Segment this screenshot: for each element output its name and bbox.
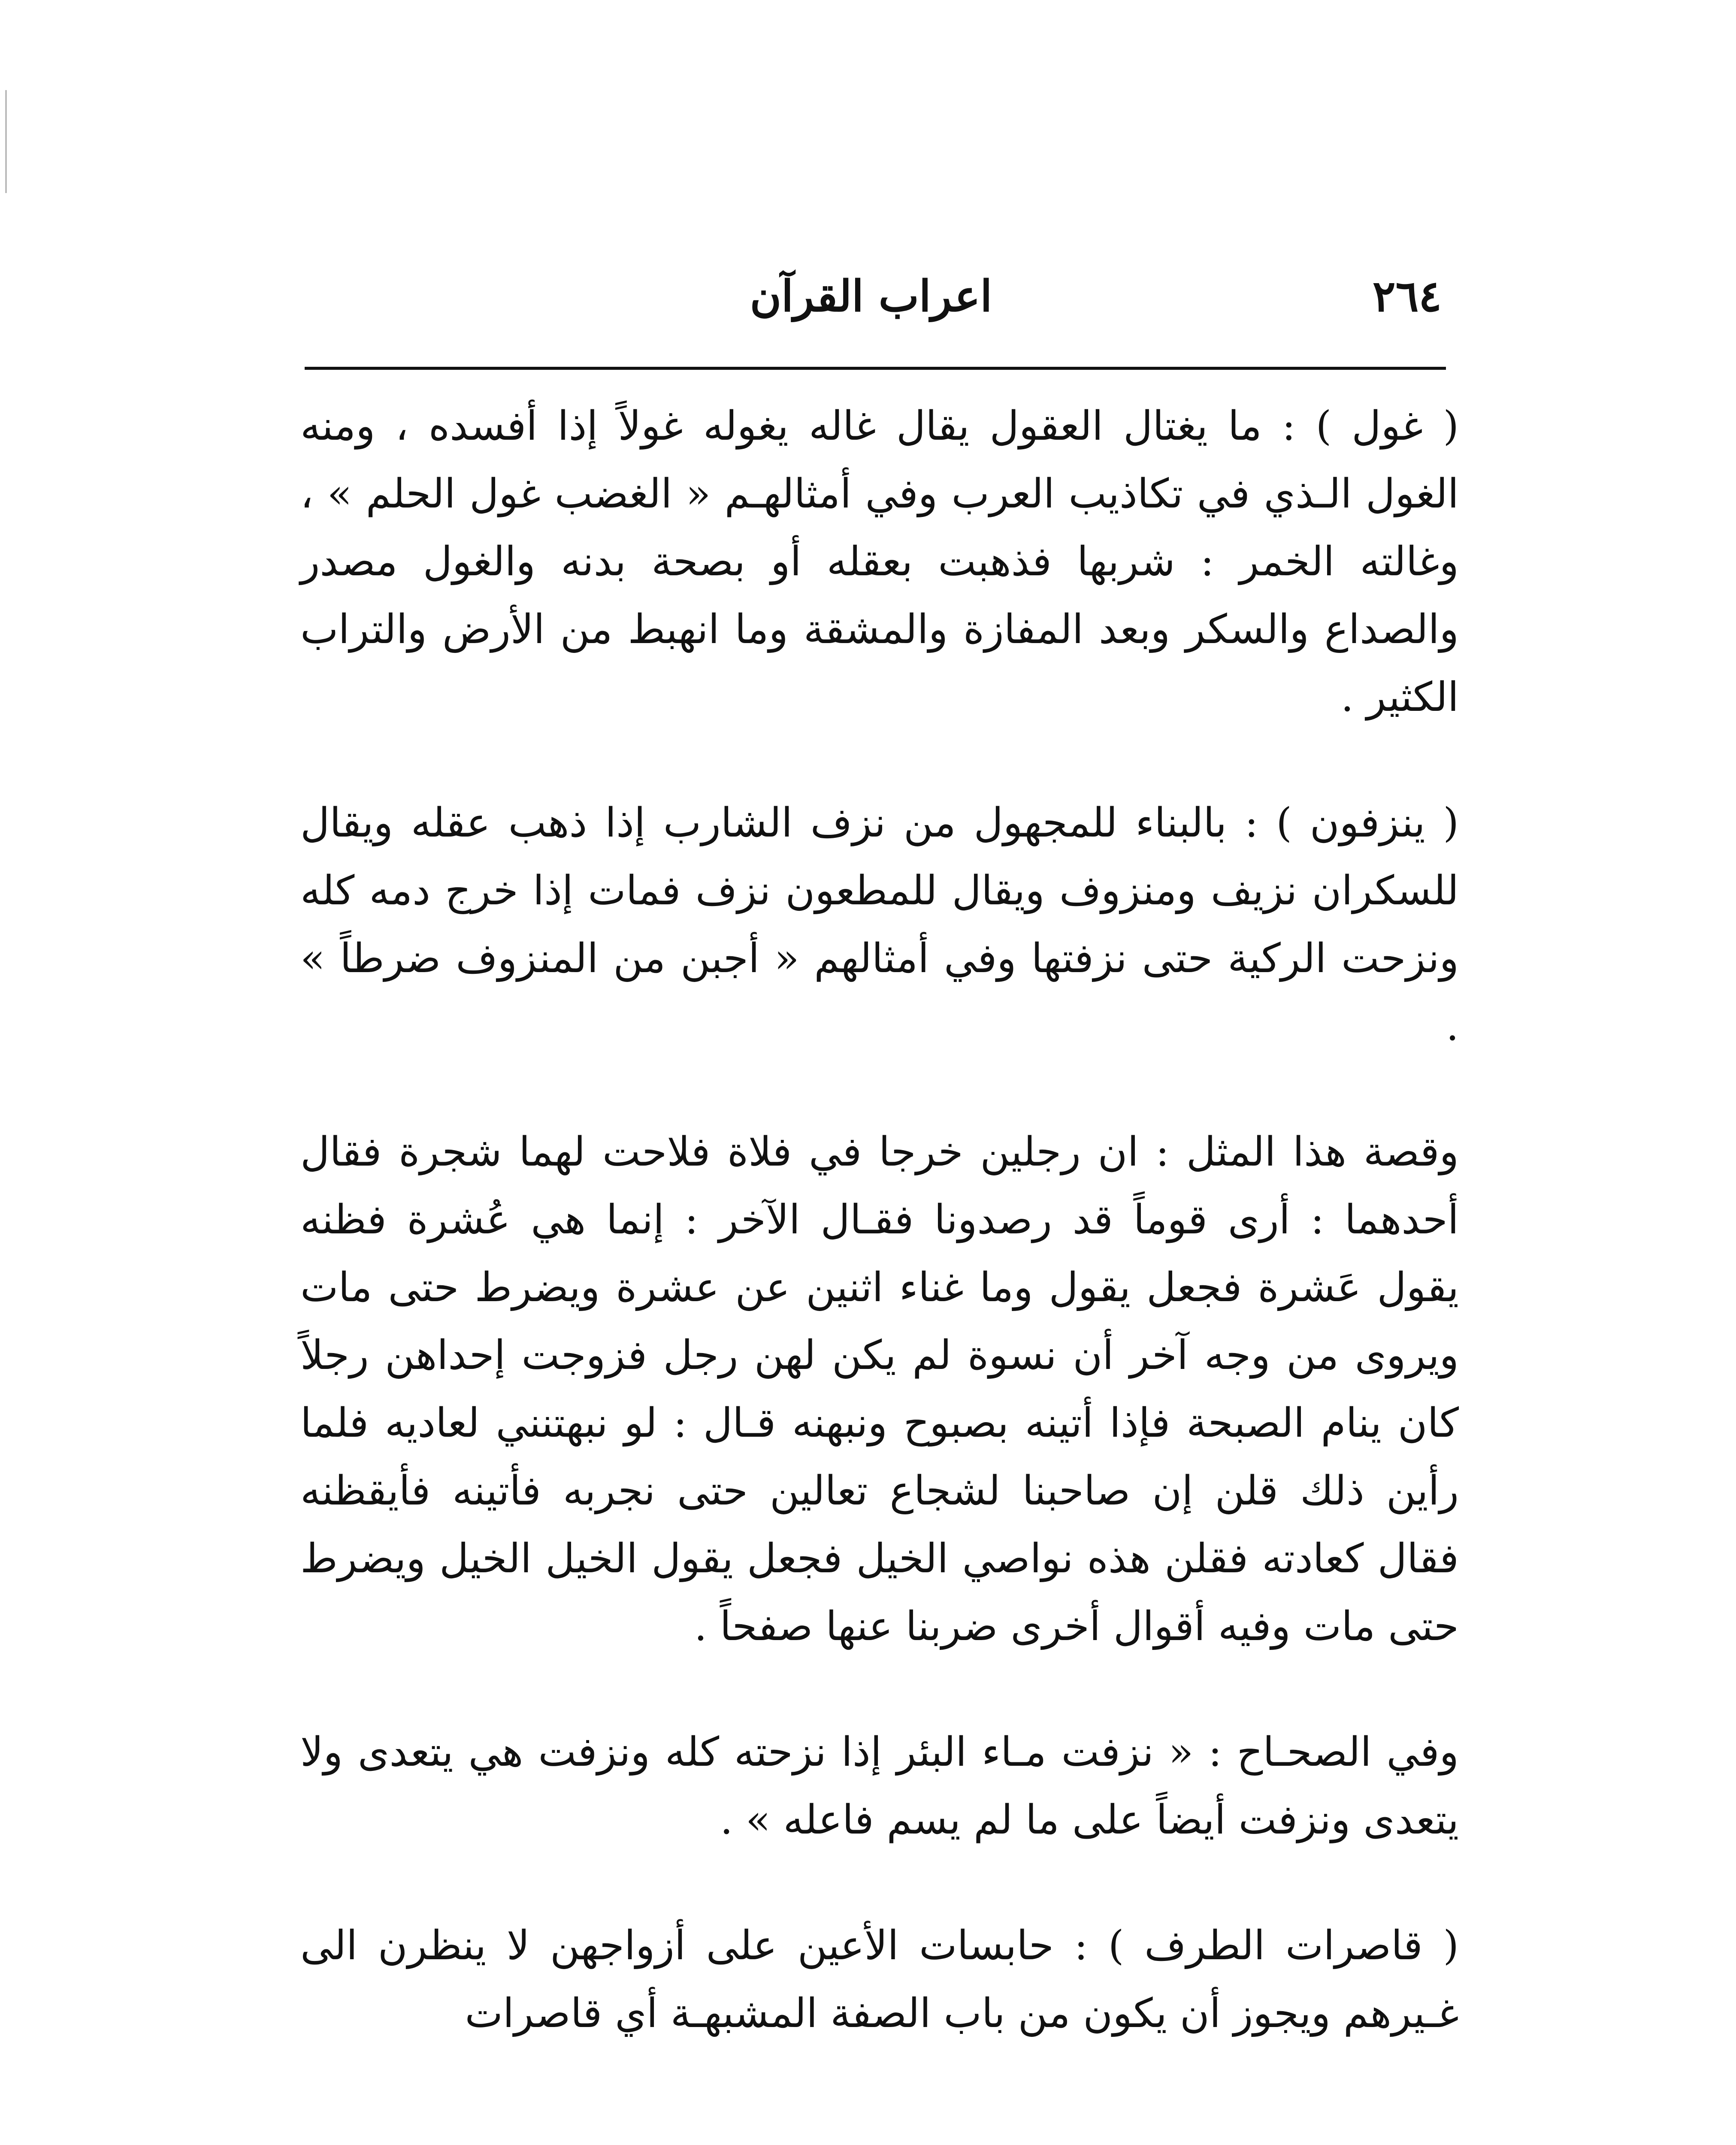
body-text bbox=[300, 393, 1459, 2048]
paragraph-yunzafun: ( ينزفون ) : بالبناء للمجهول من نزف الشارب إذا ذهب عقله ويقال للسكران نزيف ومنزوف ويقال للمطعون نزف فمات إذا خرج دمه كله ونزحت الركية حتى نزفتها وفي أمثالهم « أجبن من المنزوف ضرطاً » . bbox=[300, 800, 1459, 1050]
running-title: اعراب القرآن bbox=[750, 271, 992, 321]
paragraph-ghoul: ( غول ) : ما يغتال العقول يقال غاله يغوله غولاً إذا أفسده ، ومنه الغول الـذي في تكاذيب العرب وفي أمثالهـم « الغضب غول الحلم » ، وغالته الخمر : شربها فذهبت بعقله أو بصحة بدنه والغول مصدر والصداع والسكر وبعد المفازة والمشقة وما انهبط من الأرض والتراب الكثير . bbox=[300, 403, 1459, 721]
scan-edge-mark bbox=[5, 90, 7, 193]
paragraph-proverb-story: وقصة هذا المثل : ان رجلين خرجا في فلاة فلاحت لهما شجرة فقال أحدهما : أرى قوماً قد رصدونا فقـال الآخر : إنما هي عُشرة فظنه يقول عَشرة فجعل يقول وما غناء اثنين عن عشرة ويضرط حتى مات ويروى من وجه آخر أن نسوة لم يكن لهن رجل فزوجت إحداهن رجلاً كان ينام الصبحة فإذا أتينه بصبوح ونبهنه قـال : لو نبهتنني لعاديه فلما رأين ذلك قلن إن صاحبنا لشجاع تعالين حتى نجربه فأتينه فأيقظنه فقال كعادته فقلن هذه نواصي الخيل فجعل يقول الخيل الخيل ويضرط حتى مات وفيه أقوال أخرى ضربنا عنها صفحاً . bbox=[300, 1129, 1459, 1650]
page-number: ٢٦٤ bbox=[1372, 271, 1442, 321]
paragraph-sihah-quote: وفي الصحـاح : « نزفت مـاء البئر إذا نزحته كله ونزفت هي يتعدى ولا يتعدى ونزفت أيضاً على ما لم يسم فاعله » . bbox=[300, 1729, 1459, 1843]
header-rule bbox=[305, 367, 1446, 370]
page-header bbox=[300, 262, 1442, 330]
paragraph-qasirat-al-tarf: ( قاصرات الطرف ) : حابسات الأعين على أزواجهن لا ينظرن الى غـيرهم ويجوز أن يكون من باب الصفة المشبهـة أي قاصرات bbox=[300, 1922, 1459, 2037]
